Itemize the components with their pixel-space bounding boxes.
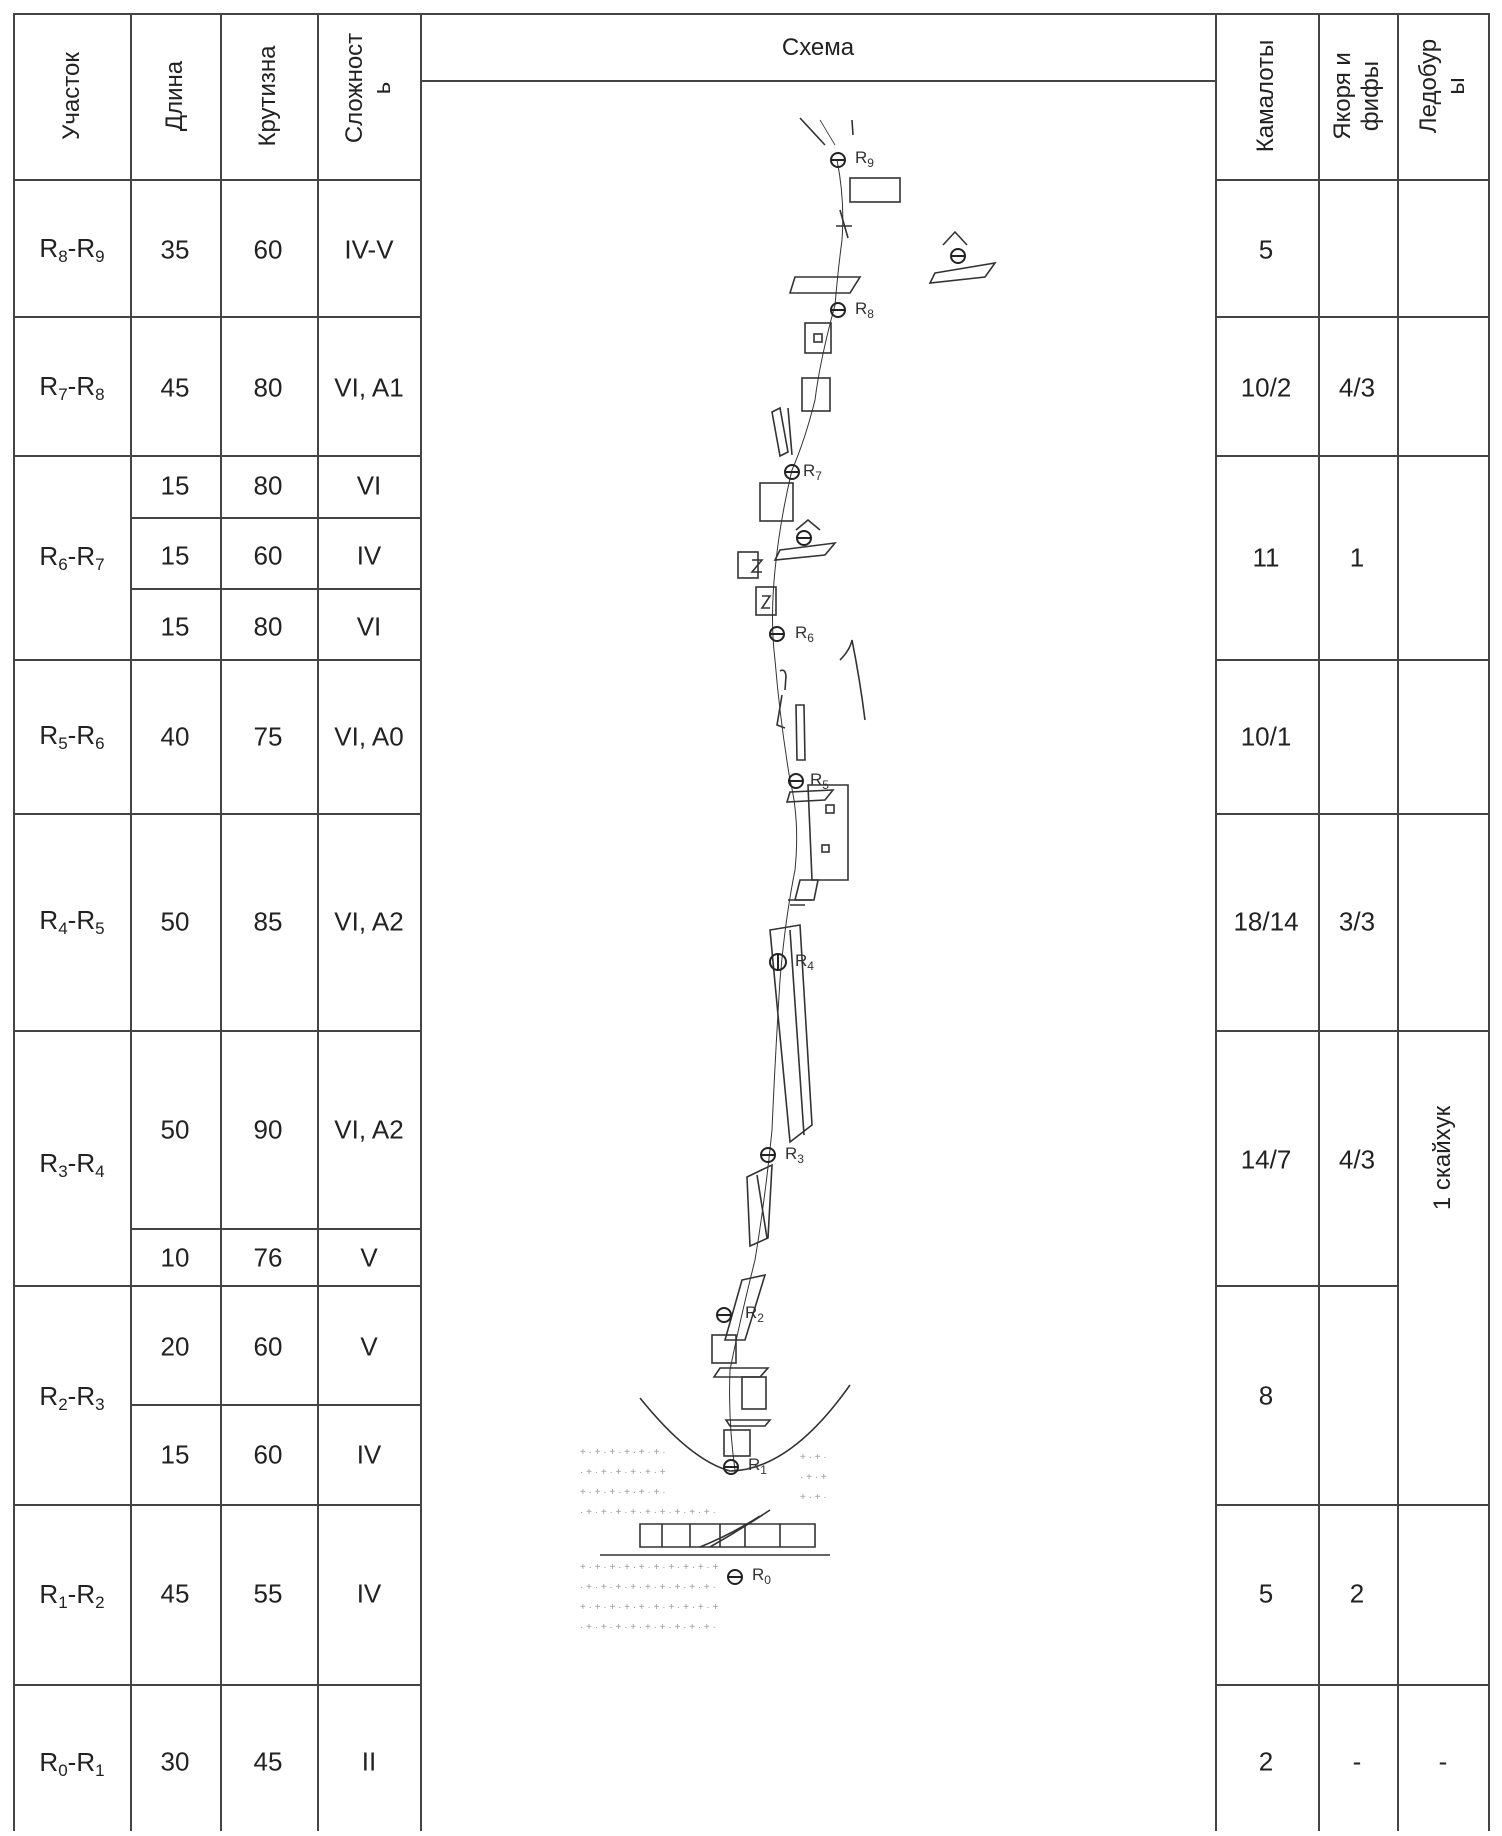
label-r4: $R_4$ — [795, 951, 814, 973]
header-camalots: Камалоты — [1252, 39, 1279, 153]
camalots-cell: 11 — [1252, 542, 1280, 573]
steepness-cell: 60 — [253, 234, 283, 265]
row-line — [130, 1404, 420, 1406]
header-bottom-line — [13, 179, 420, 181]
row-line — [1215, 659, 1489, 661]
camalots-cell: 14/7 — [1240, 1144, 1292, 1175]
column-line — [1318, 13, 1320, 1831]
row-line — [1215, 1504, 1489, 1506]
svg-text:· + · + · + · + · + · + · + ·: · + · + · + · + · + · + · + · + · + · — [580, 1507, 716, 1518]
svg-text:+ · + ·: + · + · — [800, 1492, 827, 1503]
svg-text:· + · + · + · + · + · + · + ·: · + · + · + · + · + · + · + · + · + · — [580, 1622, 716, 1633]
anchors-cell: 3/3 — [1338, 906, 1376, 937]
steepness-cell: 76 — [253, 1242, 283, 1273]
steepness-cell: 60 — [253, 1331, 283, 1362]
difficulty-cell: IV — [356, 1439, 382, 1470]
camalots-cell: 5 — [1258, 234, 1274, 265]
header-bottom-line-right — [1215, 179, 1489, 181]
section-label: $R_2-R_3$ — [39, 1381, 105, 1414]
svg-text:· + · + · + · + · + · + · + ·: · + · + · + · + · + · + · + · + · + · — [580, 1582, 716, 1593]
row-line — [13, 659, 420, 661]
difficulty-cell: V — [360, 1242, 378, 1273]
svg-text:+ · + · + · + · + · + · + · +: + · + · + · + · + · + · + · + · + · + — [580, 1602, 719, 1613]
difficulty-cell: IV-V — [344, 234, 394, 265]
label-r3: $R_3$ — [785, 1144, 804, 1166]
anchor-symbols — [717, 153, 965, 1584]
label-r9: $R_9$ — [855, 148, 874, 170]
steepness-cell: 85 — [253, 906, 283, 937]
table-border-top — [13, 13, 1489, 15]
route-scheme-svg — [420, 80, 1220, 1831]
header-difficulty: Сложност ь — [341, 32, 396, 144]
length-cell: 15 — [160, 611, 190, 642]
header-steepness: Крутизна — [254, 45, 281, 147]
row-line — [1215, 316, 1489, 318]
row-line — [130, 517, 420, 519]
steepness-cell: 55 — [253, 1578, 283, 1609]
header-anchors: Якоря и фифы — [1329, 52, 1384, 140]
section-label: $R_7-R_8$ — [39, 371, 105, 404]
camalots-cell: 8 — [1258, 1380, 1274, 1411]
camalots-cell: 18/14 — [1233, 906, 1299, 937]
svg-text:+ · + · + · + · + · + · + · +: + · + · + · + · + · + · + · + · + · + — [580, 1562, 719, 1573]
section-label: $R_8-R_9$ — [39, 233, 105, 266]
steepness-cell: 45 — [253, 1746, 283, 1777]
anchors-cell: 1 — [1349, 542, 1365, 573]
difficulty-cell: VI — [356, 611, 382, 642]
length-cell: 15 — [160, 540, 190, 571]
length-cell: 35 — [160, 234, 190, 265]
row-line — [13, 1504, 420, 1506]
column-line — [1488, 13, 1490, 1831]
length-cell: 10 — [160, 1242, 190, 1273]
section-label: $R_1-R_2$ — [39, 1579, 105, 1612]
difficulty-cell: VI, A2 — [334, 1114, 404, 1145]
steepness-cell: 75 — [253, 721, 283, 752]
row-line — [1215, 813, 1489, 815]
row-line — [13, 1285, 420, 1287]
row-line — [1215, 1030, 1489, 1032]
section-label: $R_4-R_5$ — [39, 905, 105, 938]
difficulty-cell: IV — [356, 1578, 382, 1609]
header-section: Участок — [58, 52, 85, 140]
camalots-cell: 10/1 — [1240, 721, 1292, 752]
length-cell: 15 — [160, 1439, 190, 1470]
svg-text:+ · + · + · + · + · + ·: + · + · + · + · + · + · — [580, 1447, 666, 1458]
svg-text:· + · +: · + · + — [800, 1472, 827, 1483]
header-icescrews: Ледобур ы — [1415, 38, 1470, 134]
difficulty-cell: VI, A0 — [334, 721, 404, 752]
column-line — [1397, 13, 1399, 1831]
difficulty-cell: VI, A1 — [334, 372, 404, 403]
difficulty-cell: V — [360, 1331, 378, 1362]
length-cell: 40 — [160, 721, 190, 752]
camalots-cell: 2 — [1258, 1746, 1274, 1777]
section-label: $R_0-R_1$ — [39, 1747, 105, 1780]
length-cell: 45 — [160, 372, 190, 403]
length-cell: 50 — [160, 1114, 190, 1145]
anchors-cell: 4/3 — [1338, 1144, 1376, 1175]
label-r1: $R_1$ — [748, 1455, 767, 1477]
row-line — [1215, 1285, 1397, 1287]
section-label: $R_3-R_4$ — [39, 1148, 105, 1181]
row-line — [1215, 1684, 1489, 1686]
length-cell: 20 — [160, 1331, 190, 1362]
length-cell: 45 — [160, 1578, 190, 1609]
icescrews-cell: 1 скайхук — [1429, 1105, 1456, 1211]
header-length: Длина — [161, 60, 188, 132]
label-r8: $R_8$ — [855, 299, 874, 321]
header-scheme: Схема — [781, 34, 855, 61]
difficulty-cell: VI, A2 — [334, 906, 404, 937]
difficulty-cell: II — [361, 1746, 377, 1777]
length-cell: 50 — [160, 906, 190, 937]
steepness-cell: 60 — [253, 1439, 283, 1470]
route-scheme — [420, 80, 1220, 1831]
row-line — [13, 813, 420, 815]
icescrews-cell: - — [1438, 1746, 1448, 1777]
steepness-cell: 80 — [253, 470, 283, 501]
label-r7: $R_7$ — [803, 461, 822, 483]
column-line — [130, 13, 132, 1831]
row-line — [13, 455, 420, 457]
anchors-cell: 4/3 — [1338, 372, 1376, 403]
svg-text:+ · + ·: + · + · — [800, 1452, 827, 1463]
difficulty-cell: VI — [356, 470, 382, 501]
steepness-cell: 60 — [253, 540, 283, 571]
anchors-cell: 2 — [1349, 1578, 1365, 1609]
svg-text:· + · + · + · + · + · +: · + · + · + · + · + · + — [580, 1467, 666, 1478]
row-line — [13, 1030, 420, 1032]
row-line — [130, 1228, 420, 1230]
row-line — [13, 316, 420, 318]
column-line — [317, 13, 319, 1831]
camalots-cell: 10/2 — [1240, 372, 1292, 403]
label-r6: $R_6$ — [795, 623, 814, 645]
stipple-pattern — [580, 1447, 827, 1633]
section-label: $R_6-R_7$ — [39, 541, 105, 574]
label-r5: $R_5$ — [810, 770, 829, 792]
row-line — [1215, 455, 1489, 457]
steepness-cell: 80 — [253, 611, 283, 642]
section-label: $R_5-R_6$ — [39, 720, 105, 753]
length-cell: 15 — [160, 470, 190, 501]
column-line — [13, 13, 15, 1831]
camalots-cell: 5 — [1258, 1578, 1274, 1609]
label-r0: $R_0$ — [752, 1565, 771, 1587]
steepness-cell: 90 — [253, 1114, 283, 1145]
anchors-cell: - — [1352, 1746, 1362, 1777]
row-line — [13, 1684, 420, 1686]
svg-text:+ · + · + · + · + · + ·: + · + · + · + · + · + · — [580, 1487, 666, 1498]
steepness-cell: 80 — [253, 372, 283, 403]
difficulty-cell: IV — [356, 540, 382, 571]
length-cell: 30 — [160, 1746, 190, 1777]
row-line — [130, 588, 420, 590]
column-line — [220, 13, 222, 1831]
label-r2: $R_2$ — [745, 1303, 764, 1325]
